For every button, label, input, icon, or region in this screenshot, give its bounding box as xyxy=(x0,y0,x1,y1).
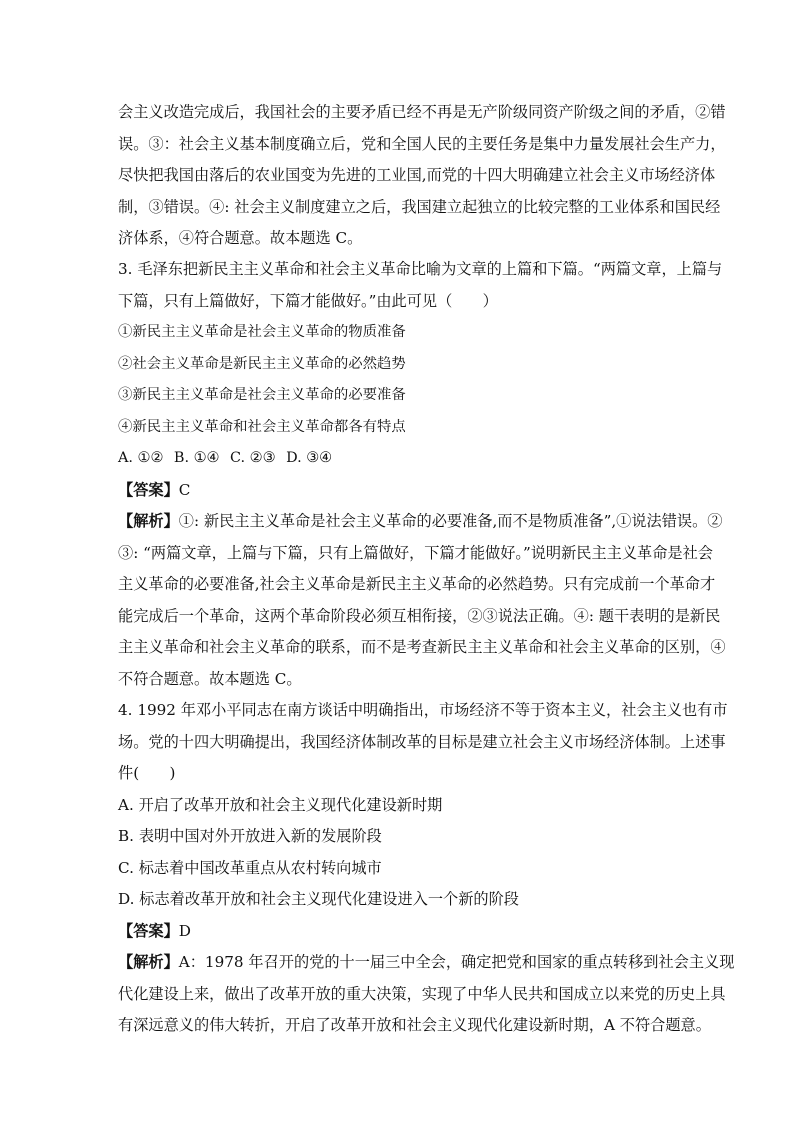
statement-item: ④新民主主义革命和社会主义革命都各有特点 xyxy=(118,418,406,435)
statement-item: ②社会主义革命是新民主主义革命的必然趋势 xyxy=(118,355,406,372)
analysis-line: ③: “两篇文章，上篇与下篇，只有上篇做好，下篇才能做好。”说明新民主主义革命是社会 xyxy=(118,543,713,562)
previous-analysis-continuation xyxy=(118,97,726,255)
analysis-line: 不符合题意。故本题选 C。 xyxy=(118,669,302,688)
analysis-line xyxy=(118,947,735,979)
analysis-line: 有深远意义的伟大转折，开启了改革开放和社会主义现代化建设新时期，A 不符合题意。 xyxy=(118,1016,711,1034)
answer-line xyxy=(118,475,678,507)
answer-value: C xyxy=(178,480,191,499)
analysis-line: 主义革命的必要准备,社会主义革命是新民主主义革命的必然趋势。只有完成前一个革命才 xyxy=(118,575,716,593)
analysis-line xyxy=(118,506,723,538)
question-stem-line: 场。党的十四大明确提出，我国经济体制改革的目标是建立社会主义市场经济体制。上述事 xyxy=(118,732,726,751)
text-line: 尽快把我国由落后的农业国变为先进的工业国,而党的十四大明确建立社会主义市场经济体 xyxy=(118,166,716,184)
option-d: D. ③④ xyxy=(286,450,333,466)
option-b: B. ①④ xyxy=(173,450,220,466)
text-line: 误。③：社会主义基本制度确立后，党和全国人民的主要任务是集中力量发展社会生产力， xyxy=(118,134,726,153)
text-line: 制，③错误。④: 社会主义制度建立之后，我国建立起独立的比较完整的工业体系和国民经 xyxy=(118,197,721,216)
option-a: A. ①② xyxy=(118,450,164,466)
text-line: 济体系，④符合题意。故本题选 C。 xyxy=(118,229,363,247)
question-4 xyxy=(118,695,735,1042)
option-c: C. ②③ xyxy=(230,450,276,466)
statement-item: ③新民主主义革命是社会主义革命的必要准备 xyxy=(118,387,406,403)
answer-value: D xyxy=(178,921,191,940)
answer-tag: 【答案】 xyxy=(118,921,179,940)
statement-item: ①新民主主义革命是社会主义革命的物质准备 xyxy=(118,324,406,340)
analysis-line: 能完成后一个革命，这两个革命阶段必须互相衔接，②③说法正确。④: 题干表明的是新民 xyxy=(118,606,721,625)
question-stem-line: 件( ) xyxy=(118,764,176,782)
option-c: C. 标志着中国改革重点从农村转向城市 xyxy=(118,858,382,877)
option-d: D. 标志着改革开放和社会主义现代化建设进入一个新的阶段 xyxy=(118,890,519,908)
question-3 xyxy=(118,254,726,695)
analysis-line: 主主义革命和社会主义革命的联系，而不是考查新民主主义革命和社会主义革命的区别，④ xyxy=(118,638,726,656)
answer-line xyxy=(118,916,678,948)
answer-tag: 【答案】 xyxy=(118,480,179,499)
analysis-tag: 【解析】 xyxy=(118,953,179,971)
question-stem-line: 3. 毛泽东把新民主主义革命和社会主义革命比喻为文章的上篇和下篇。“两篇文章，上篇与 xyxy=(118,260,723,278)
analysis-text: A：1978 年召开的党的十一届三中全会，确定把党和国家的重点转移到社会主义现 xyxy=(178,953,735,971)
text-line: 会主义改造完成后，我国社会的主要矛盾已经不再是无产阶级同资产阶级之间的矛盾，②错 xyxy=(118,103,726,121)
option-a: A. 开启了改革开放和社会主义现代化建设新时期 xyxy=(118,795,443,814)
question-stem-line: 下篇，只有上篇做好，下篇才能做好。”由此可见（ ） xyxy=(118,291,498,310)
options-row xyxy=(118,443,678,475)
analysis-text: ①: 新民主主义革命是社会主义革命的必要准备,而不是物质准备”,①说法错误。② xyxy=(178,512,723,530)
analysis-line: 代化建设上来，做出了改革开放的重大决策，实现了中华人民共和国成立以来党的历史上具 xyxy=(118,984,726,1003)
analysis-tag: 【解析】 xyxy=(118,512,179,530)
question-stem-line: 4. 1992 年邓小平同志在南方谈话中明确指出，市场经济不等于资本主义，社会主义也有市 xyxy=(118,701,728,719)
option-b: B. 表明中国对外开放进入新的发展阶段 xyxy=(118,827,382,845)
